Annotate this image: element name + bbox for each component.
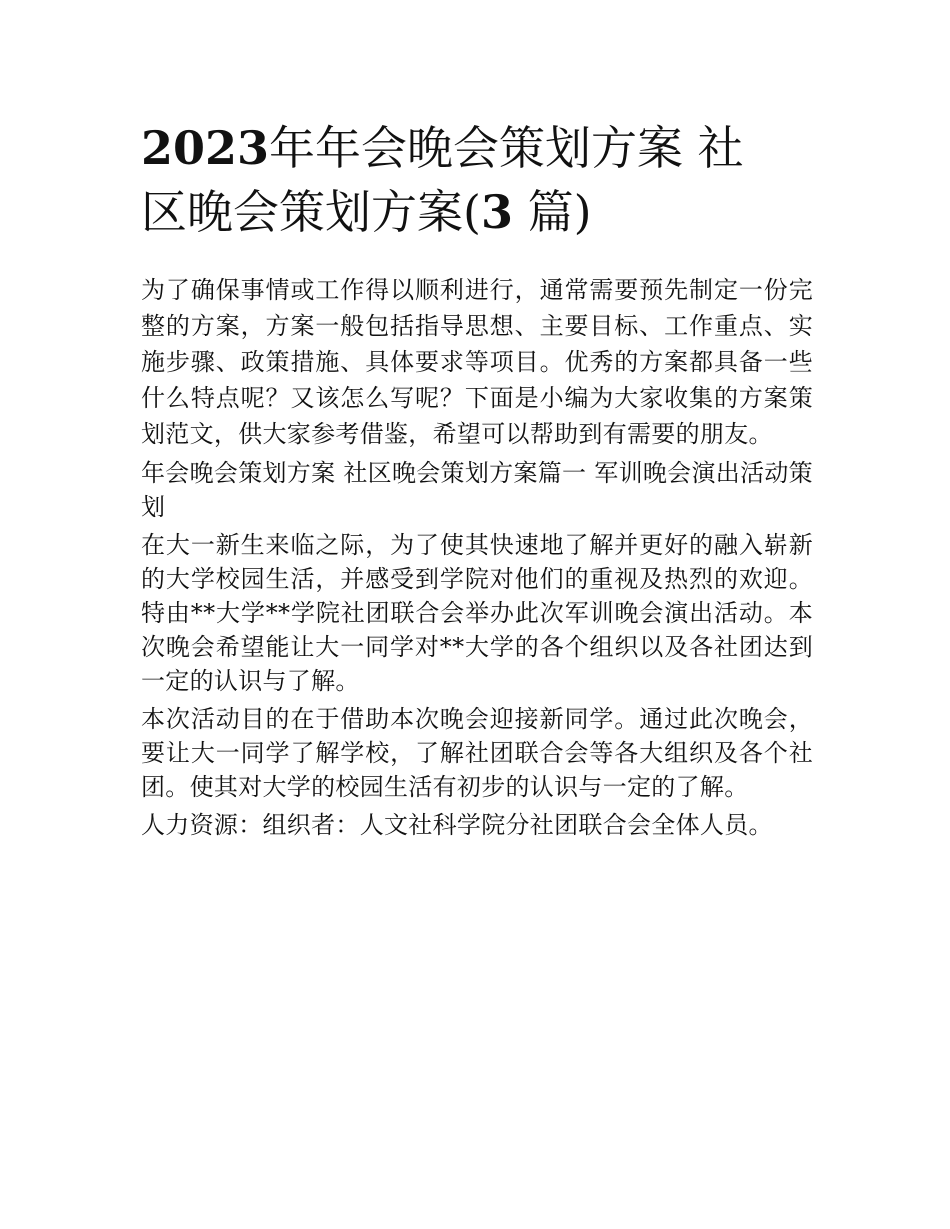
title-line1-text: 年年会晚会策划方案 社 — [269, 121, 744, 175]
title-line2-text-a: 区晚会策划方案( — [141, 185, 481, 239]
purpose-paragraph: 本次活动目的在于借助本次晚会迎接新同学。通过此次晚会，要让大一同学了解学校，了解社团联合会等各大组织及各个社团。使其对大学的校园生活有初步的认识与一定的了解。 — [141, 705, 813, 801]
title-count: 3 — [480, 185, 513, 239]
background-paragraph: 在大一新生来临之际，为了使其快速地了解并更好的融入崭新的大学校园生活，并感受到学院对他们的重视及热烈的欢迎。特由**大学**学院社团联合会举办此次军训晚会演出活动。本次晚会希望能让大一同学对**大学的各个组织以及各社团达到一定的认识与了解。 — [141, 531, 813, 695]
section-heading-paragraph: 年会晚会策划方案 社区晚会策划方案篇一 军训晚会演出活动策划 — [141, 459, 813, 521]
document-body — [141, 272, 813, 842]
document-page — [141, 116, 813, 842]
intro-paragraph: 为了确保事情或工作得以顺利进行，通常需要预先制定一份完整的方案，方案一般包括指导思想、主要目标、工作重点、实施步骤、政策措施、具体要求等项目。优秀的方案都具备一些什么特点呢？又该怎么写呢？下面是小编为大家收集的方案策划范文，供大家参考借鉴，希望可以帮助到有需要的朋友。 — [141, 276, 813, 448]
title-year: 2023 — [141, 121, 270, 175]
resources-paragraph: 人力资源：组织者：人文社科学院分社团联合会全体人员。 — [141, 811, 773, 839]
title-line2-text-b: 篇) — [512, 185, 592, 239]
document-title — [141, 116, 813, 244]
